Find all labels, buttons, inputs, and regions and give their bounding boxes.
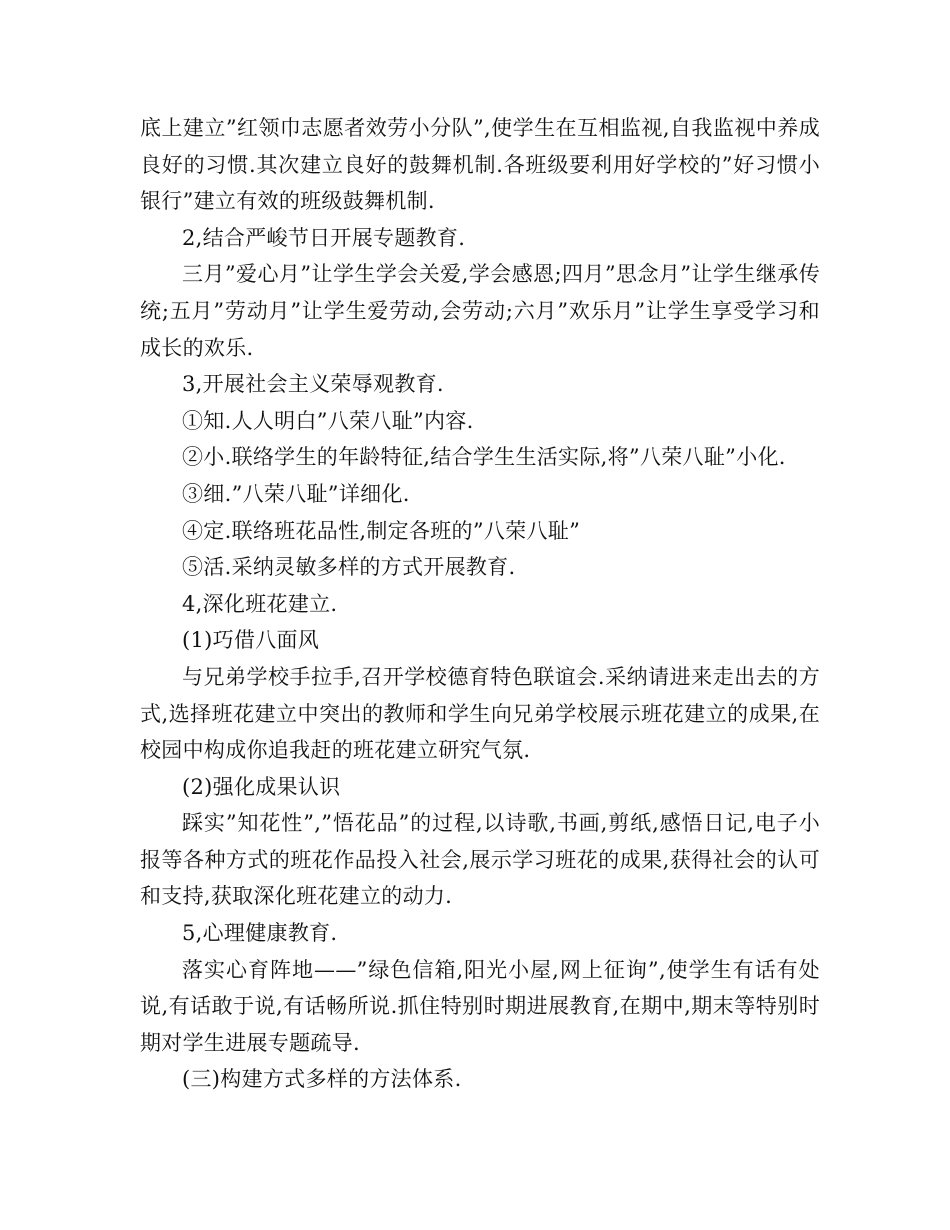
paragraph-continuation: 底上建立”红领巾志愿者效劳小分队”,使学生在互相监视,自我监视中养成良好的习惯.其次建立良好的鼓舞机制.各班级要利用好学校的”好习惯小银行”建立有效的班级鼓舞机制. [140,116,820,214]
section-heading-holiday-education: 2,结合严峻节日开展专题教育. [182,225,466,250]
list-item-know: ①知.人人明白”八荣八耻”内容. [182,408,474,433]
paragraph-counseling: 落实心育阵地——”绿色信箱,阳光小屋,网上征询”,使学生有话有处说,有话敢于说,有话畅所说.抓住特别时期进展教育,在期中,期末等特别时期对学生进展专题疏导. [140,957,820,1055]
section-heading-honor-education: 3,开展社会主义荣辱观教育. [182,372,444,397]
list-item-small: ②小.联络学生的年龄特征,结合学生生活实际,将”八荣八耻”小化. [182,445,786,470]
section-heading-class-flower: 4,深化班花建立. [182,591,338,616]
document-body [140,110,820,1098]
section-heading-method-system: (三)构建方式多样的方法体系. [182,1067,462,1092]
paragraph-sister-schools: 与兄弟学校手拉手,召开学校德育特色联谊会.采纳请进来走出去的方式,选择班花建立中突出的教师和学生向兄弟学校展示班花建立的成果,在校园中构成你追我赶的班花建立研究气氛. [140,664,820,763]
paragraph-flower-works: 踩实”知花性”,”悟花品”的过程,以诗歌,书画,剪纸,感悟日记,电子小报等各种方式的班花作品投入社会,展示学习班花的成果,获得社会的认可和支持,获取深化班花建立的动力. [140,811,820,909]
paragraph-monthly-themes: 三月”爱心月”让学生学会关爱,学会感恩;四月”思念月”让学生继承传统;五月”劳动月”让学生爱劳动,会劳动;六月”欢乐月”让学生享受学习和成长的欢乐. [140,262,820,360]
list-item-detail: ③细.”八荣八耻”详细化. [182,481,410,506]
list-item-active: ⑤活.采纳灵敏多样的方式开展教育. [182,555,516,580]
subheading-borrow-wind: (1)巧借八面风 [182,628,320,653]
section-heading-mental-health: 5,心理健康教育. [182,921,338,946]
list-item-define: ④定.联络班花品性,制定各班的”八荣八耻” [182,518,581,543]
subheading-strengthen-results: (2)强化成果认识 [182,774,341,799]
